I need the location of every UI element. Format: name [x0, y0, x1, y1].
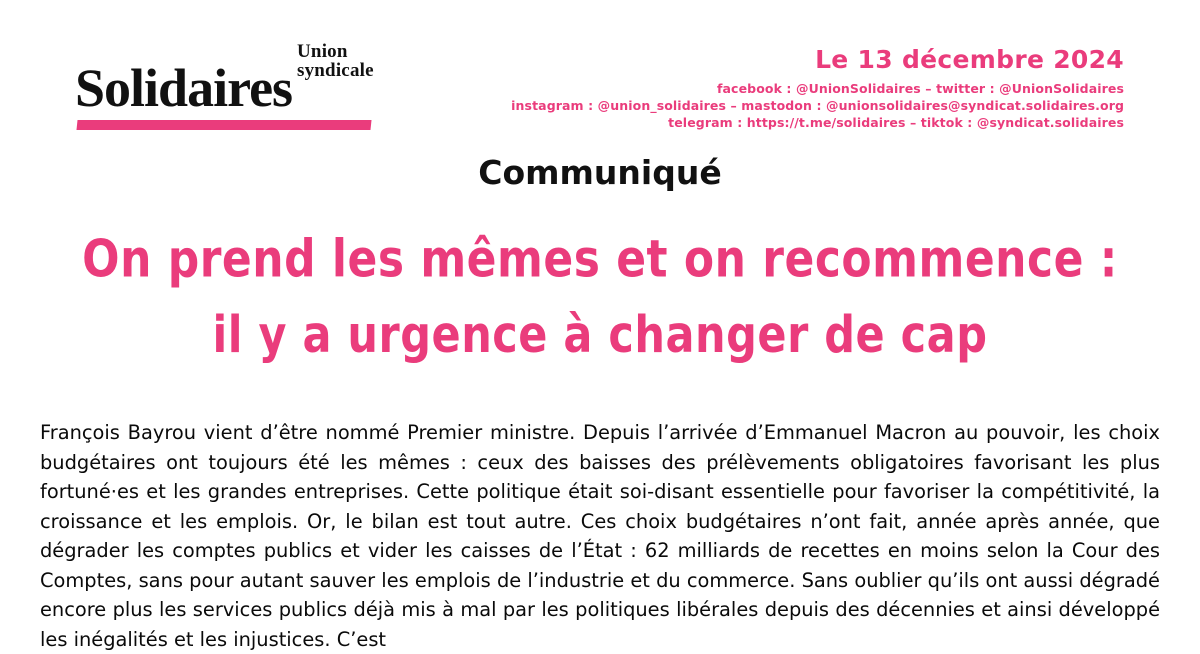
page-title [40, 222, 1160, 373]
social-handles [511, 80, 1124, 131]
social-line-3: telegram : https://t.me/solidaires – tiktok : @syndicat.solidaires [668, 115, 1124, 130]
social-line-1: facebook : @UnionSolidaires – twitter : @UnionSolidaires [716, 81, 1124, 96]
logo-union-line1: Union [297, 41, 348, 62]
social-line-2: instagram : @union_solidaires – mastodon : @unionsolidaires@syndicat.solidaires.org [511, 98, 1124, 113]
publication-date: Le 13 décembre 2024 [815, 45, 1124, 74]
logo-underline-bar [76, 120, 371, 130]
header-meta [511, 46, 1124, 131]
document-kicker: Communiqué [478, 153, 722, 192]
logo-union-syndicale [297, 42, 374, 80]
logo-wordmark: Solidaires [75, 58, 293, 118]
headline-line-1: On prend les mêmes et on recommence : [82, 229, 1118, 290]
headline-line-2: il y a urgence à changer de cap [212, 305, 988, 365]
body-paragraph: François Bayrou vient d’être nommé Premier ministre. Depuis l’arrivée d’Emmanuel Macron au pouvoir, les choix budgétaires ont toujours été les mêmes : ceux des baisses des prélèvements obligatoires favorisant les plus fortuné·es et les grandes entreprises. Cette politique était soi-disant essentielle pour favoriser la compétitivité, la croissance et les emplois. Or, le bilan est tout autre. Ces choix budgétaires n’ont fait, année après année, que dégrader les comptes publics et vider les caisses de l’État : 62 milliards de recettes en moins selon la Cour des Comptes, sans pour autant sauver les emplois de l’industrie et du commerce. Sans oublier qu’ils ont aussi dégradé encore plus les services publics déjà mis à mal par les politiques libérales depuis des décennies et ainsi développé les inégalités et les injustices. C’est [40, 421, 1160, 651]
document-header [40, 0, 1160, 140]
logo-union-line2: syndicale [297, 60, 374, 81]
